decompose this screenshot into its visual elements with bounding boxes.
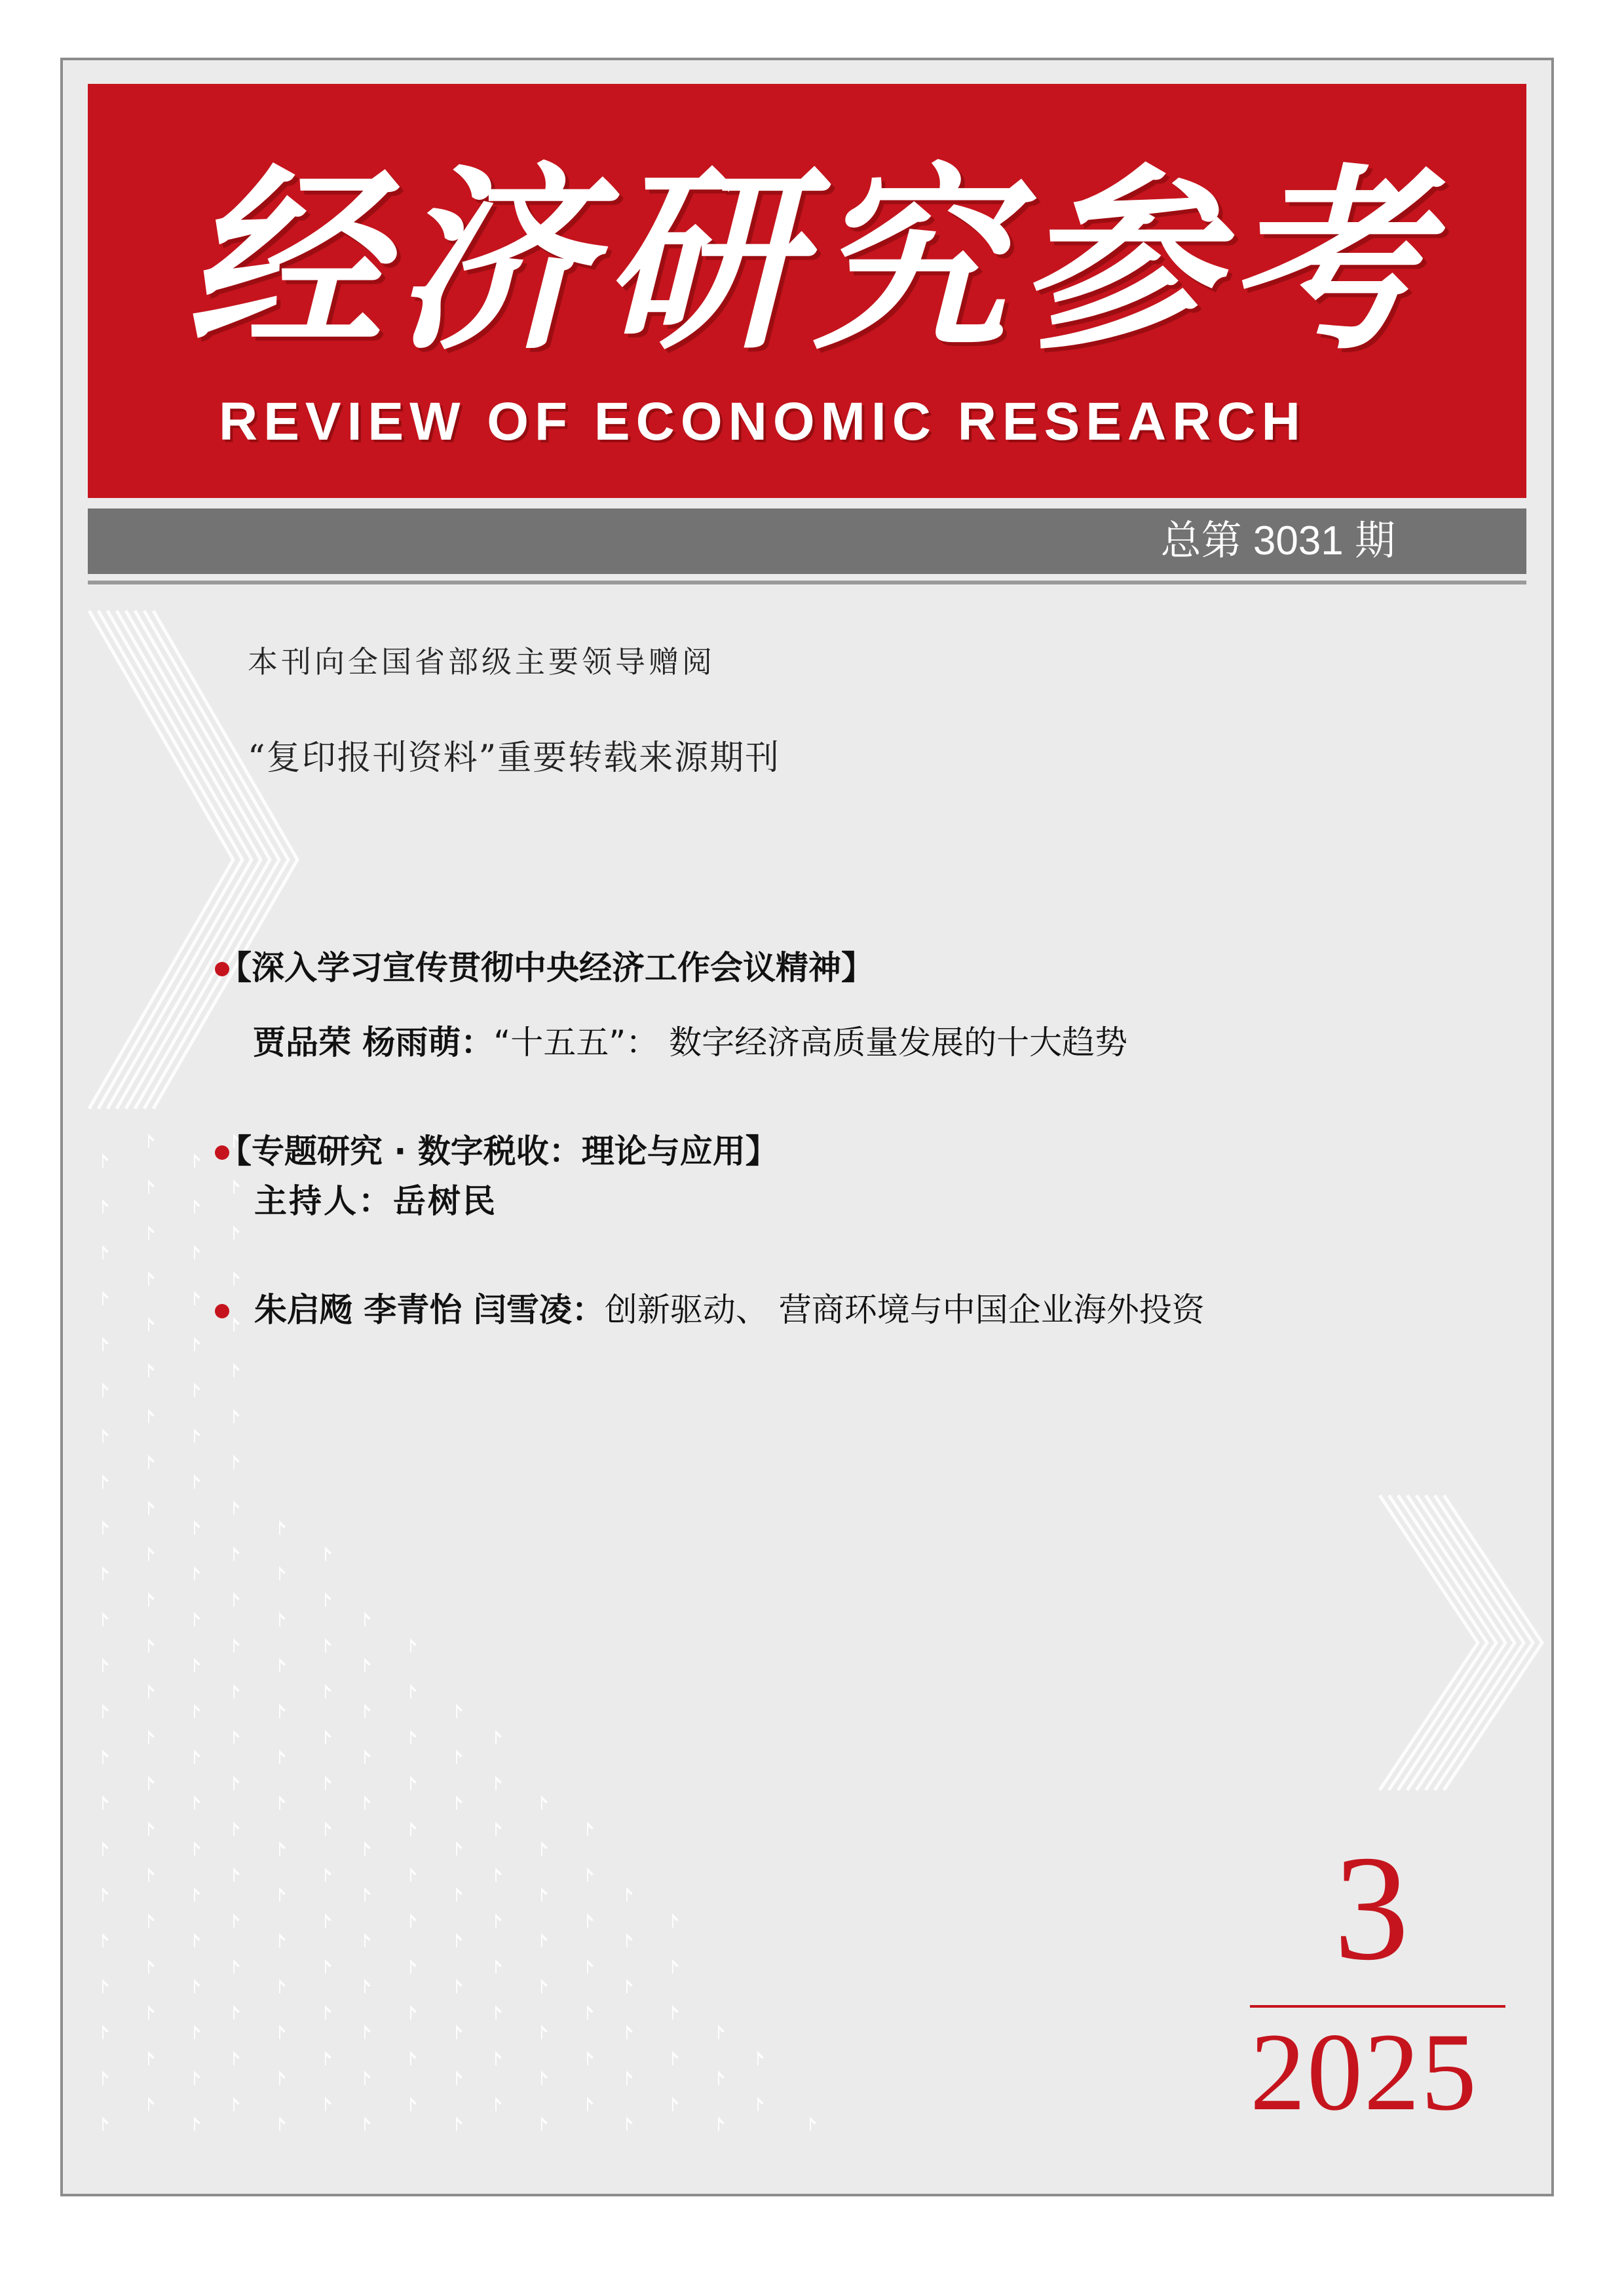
issue-divider (1250, 2005, 1505, 2008)
journal-cover (60, 58, 1554, 2196)
journal-title-chinese: 经济研究参考 (186, 145, 1436, 376)
section-heading-2: 【专题研究 · 数字税收：理论与应用】 (219, 1132, 778, 1170)
issue-year: 2025 (1250, 2010, 1478, 2133)
article-authors-3: 朱启飏 李青怡 闫雪凌： (254, 1291, 605, 1329)
article-authors-1: 贾品荣 杨雨萌： (253, 1024, 494, 1062)
section-heading-1: 【深入学习宣传贯彻中央经济工作会议精神】 (219, 949, 874, 987)
tagline-reprint-source: “复印报刊资料”重要转载来源期刊 (248, 738, 781, 778)
section-host: 主持人：岳树民 (254, 1181, 497, 1220)
article-title-3: 创新驱动、 营商环境与中国企业海外投资 (604, 1291, 1205, 1329)
bullet-dot (215, 1304, 229, 1318)
article-entry-3 (254, 1287, 1205, 1333)
issue-bar (88, 508, 1526, 574)
masthead-banner (88, 84, 1526, 498)
issue-number: 3 (1334, 1824, 1409, 1991)
article-entry-1 (253, 1020, 1127, 1065)
divider-rule (88, 581, 1526, 584)
total-issue-number: 总第 3031 期 (1160, 518, 1395, 564)
journal-title-english: REVIEW OF ECONOMIC RESEARCH (219, 392, 1306, 451)
article-title-1: “十五五”： 数字经济高质量发展的十大趋势 (493, 1024, 1128, 1062)
tagline-distribution: 本刊向全国省部级主要领导赠阅 (248, 644, 715, 679)
